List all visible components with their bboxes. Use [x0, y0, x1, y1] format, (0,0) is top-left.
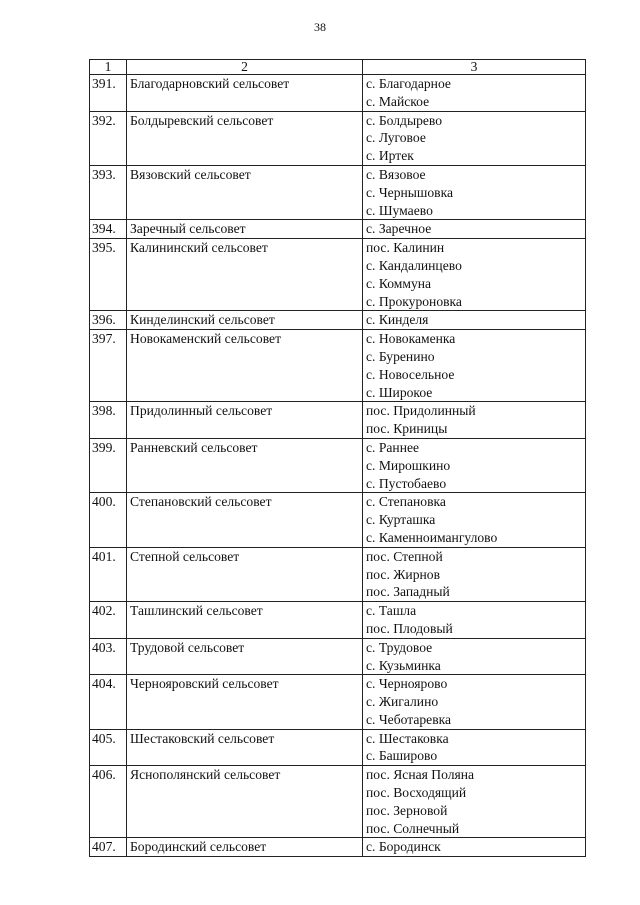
council-name-cell: Болдыревский сельсовет: [127, 111, 363, 165]
village-name: с. Каменноимангулово: [366, 529, 498, 545]
council-name-cell: Бородинский сельсовет: [127, 838, 363, 857]
village-name: пос. Восходящий: [366, 785, 467, 801]
village-name: с. Новосельное: [366, 366, 455, 382]
village-name: с. Черноярово: [366, 676, 448, 692]
header-row: [90, 60, 586, 75]
village-name: с. Шестаковка: [366, 730, 449, 746]
villages-cell: [363, 547, 586, 601]
village-name: с. Курташка: [366, 512, 436, 528]
page-number: 38: [314, 20, 326, 34]
council-name-cell: Трудовой сельсовет: [127, 638, 363, 675]
villages-cell: [363, 111, 586, 165]
table-row: [90, 675, 586, 729]
council-name-cell: Благодарновский сельсовет: [127, 75, 363, 112]
villages-cell: [363, 638, 586, 675]
council-name-cell: Придолинный сельсовет: [127, 402, 363, 439]
villages-cell: [363, 493, 586, 547]
village-name: с. Баширово: [366, 748, 438, 764]
council-name-cell: Калининский сельсовет: [127, 239, 363, 311]
council-name-cell: Шестаковский сельсовет: [127, 729, 363, 766]
village-name: с. Вязовое: [366, 166, 426, 182]
village-name: с. Прокуроновка: [366, 293, 462, 309]
table-row: [90, 766, 586, 838]
council-name-cell: Ранневский сельсовет: [127, 438, 363, 492]
council-name-cell: Кинделинский сельсовет: [127, 311, 363, 330]
council-name-cell: Ташлинский сельсовет: [127, 602, 363, 639]
column-header-number: 1: [90, 60, 127, 75]
village-name: с. Коммуна: [366, 275, 432, 291]
villages-cell: [363, 239, 586, 311]
village-name: с. Луговое: [366, 130, 426, 146]
village-name: с. Шумаево: [366, 202, 433, 218]
village-name: пос. Ясная Поляна: [366, 767, 475, 783]
row-number-cell: 392.: [90, 111, 127, 165]
villages-cell: [363, 75, 586, 112]
row-number-cell: 403.: [90, 638, 127, 675]
table-body: [90, 75, 586, 857]
village-name: пос. Плодовый: [366, 620, 453, 636]
row-number-cell: 405.: [90, 729, 127, 766]
council-name-cell: Новокаменский сельсовет: [127, 330, 363, 402]
village-name: с. Трудовое: [366, 639, 433, 655]
villages-cell: [363, 311, 586, 330]
row-number-cell: 407.: [90, 838, 127, 857]
table-row: [90, 493, 586, 547]
village-name: с. Иртек: [366, 148, 414, 164]
table-row: [90, 330, 586, 402]
table-row: [90, 239, 586, 311]
villages-cell: [363, 675, 586, 729]
table-row: [90, 111, 586, 165]
village-name: с. Чеботаревка: [366, 711, 452, 727]
table-row: [90, 311, 586, 330]
row-number-cell: 395.: [90, 239, 127, 311]
row-number-cell: 397.: [90, 330, 127, 402]
villages-cell: [363, 402, 586, 439]
village-name: с. Пустобаево: [366, 475, 447, 491]
settlements-table: [89, 59, 586, 857]
council-name-cell: Чернояровский сельсовет: [127, 675, 363, 729]
village-name: с. Майское: [366, 93, 430, 109]
villages-cell: [363, 220, 586, 239]
villages-cell: [363, 729, 586, 766]
village-name: с. Кинделя: [366, 312, 429, 328]
village-name: с. Буренино: [366, 348, 435, 364]
village-name: с. Бородинск: [366, 839, 441, 855]
village-name: пос. Криницы: [366, 421, 448, 437]
village-name: с. Ташла: [366, 603, 417, 619]
village-name: с. Степановка: [366, 494, 446, 510]
village-name: пос. Придолинный: [366, 403, 476, 419]
village-name: с. Мирошкино: [366, 457, 451, 473]
council-name-cell: Вязовский сельсовет: [127, 165, 363, 219]
column-header-council: 2: [127, 60, 363, 75]
village-name: пос. Зерновой: [366, 802, 448, 818]
village-name: с. Благодарное: [366, 76, 451, 91]
council-name-cell: Заречный сельсовет: [127, 220, 363, 239]
village-name: пос. Солнечный: [366, 820, 460, 836]
villages-cell: [363, 165, 586, 219]
row-number-cell: 401.: [90, 547, 127, 601]
row-number-cell: 400.: [90, 493, 127, 547]
row-number-cell: 404.: [90, 675, 127, 729]
council-name-cell: Степановский сельсовет: [127, 493, 363, 547]
table-row: [90, 602, 586, 639]
village-name: с. Чернышовка: [366, 184, 454, 200]
council-name-cell: Яснополянский сельсовет: [127, 766, 363, 838]
villages-cell: [363, 602, 586, 639]
row-number-cell: 402.: [90, 602, 127, 639]
village-name: пос. Жирнов: [366, 566, 440, 582]
row-number-cell: 393.: [90, 165, 127, 219]
council-name-cell: Степной сельсовет: [127, 547, 363, 601]
village-name: с. Заречное: [366, 221, 432, 237]
villages-cell: [363, 766, 586, 838]
table-row: [90, 729, 586, 766]
village-name: с. Широкое: [366, 384, 433, 400]
village-name: с. Кузьминка: [366, 657, 441, 673]
village-name: с. Кандалинцево: [366, 257, 462, 273]
column-header-villages: 3: [363, 60, 586, 75]
table-row: [90, 402, 586, 439]
row-number-cell: 396.: [90, 311, 127, 330]
village-name: с. Болдырево: [366, 112, 443, 128]
villages-cell: [363, 330, 586, 402]
table-row: [90, 547, 586, 601]
row-number-cell: 394.: [90, 220, 127, 239]
table-row: [90, 165, 586, 219]
villages-cell: [363, 838, 586, 857]
row-number-cell: 398.: [90, 402, 127, 439]
table-header: [90, 60, 586, 75]
villages-cell: [363, 438, 586, 492]
table-row: [90, 438, 586, 492]
village-name: пос. Западный: [366, 584, 450, 600]
row-number-cell: 406.: [90, 766, 127, 838]
table-row: [90, 220, 586, 239]
village-name: с. Раннее: [366, 439, 420, 455]
table-row: [90, 75, 586, 112]
village-name: пос. Калинин: [366, 240, 445, 256]
row-number-cell: 399.: [90, 438, 127, 492]
table-row: [90, 638, 586, 675]
row-number-cell: 391.: [90, 75, 127, 112]
village-name: пос. Степной: [366, 548, 443, 564]
village-name: с. Жигалино: [366, 694, 439, 710]
village-name: с. Новокаменка: [366, 331, 456, 347]
table-row: [90, 838, 586, 857]
